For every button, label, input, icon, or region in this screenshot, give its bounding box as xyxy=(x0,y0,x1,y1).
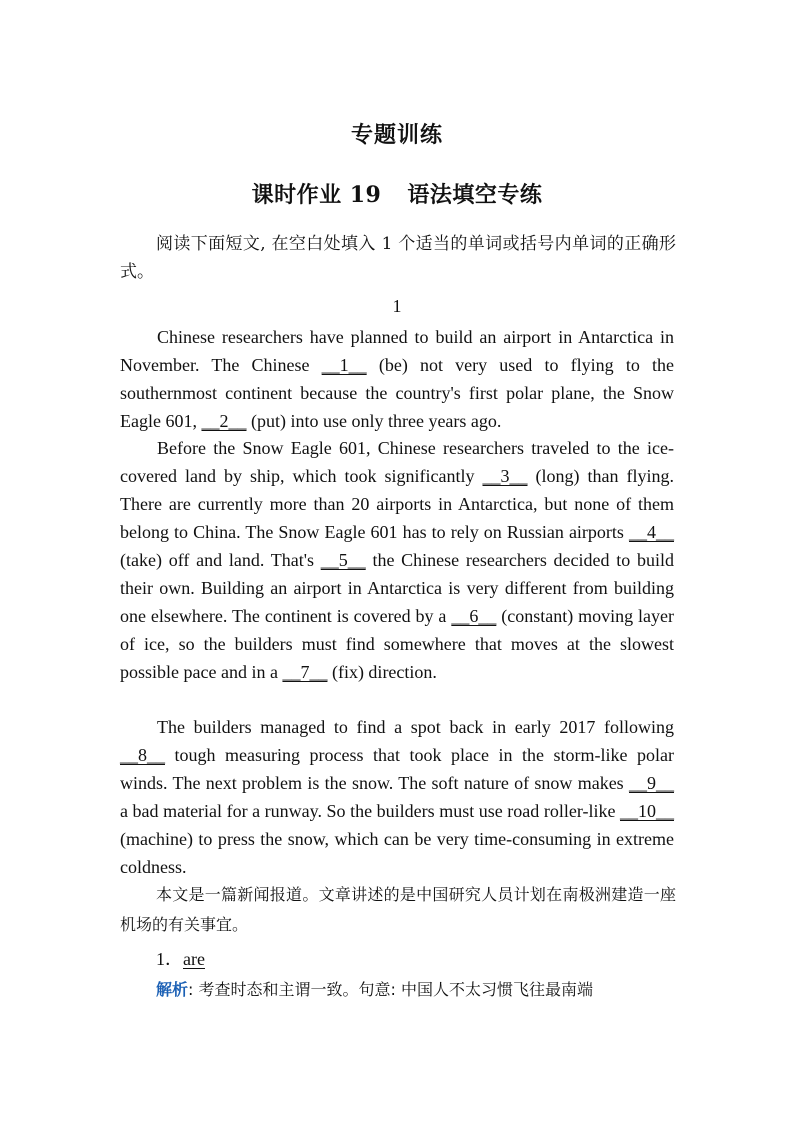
passage-text: Chinese researchers have planned to build an airport in Antarctica in November. The Chinese xyxy=(120,327,674,375)
answer-word: are xyxy=(183,949,205,969)
instruction-text: 阅读下面短文, 在空白处填入 1 个适当的单词或括号内单词的正确形式。 xyxy=(120,234,676,282)
passage-text: tough measuring process that took place in the storm-like polar winds. The next problem is the snow. The soft nature of snow makes xyxy=(120,745,674,793)
passage-text: (put) into use only three years ago. xyxy=(246,411,502,431)
passage-text: (constant) moving layer of ice, so the builders must find somewhere that moves at the slowest possible pace and in a xyxy=(120,606,675,682)
passage-paragraph-2 xyxy=(120,434,674,686)
lesson-title xyxy=(0,178,794,209)
passage-text: (take) off and land. That's xyxy=(120,550,321,570)
answer-number: 1． xyxy=(156,949,183,969)
explanation-text: : 考查时态和主谓一致。句意: 中国人不太习惯飞往最南端 xyxy=(188,980,593,999)
explanation-label: 解析 xyxy=(156,980,189,999)
section-title: 专题训练 xyxy=(350,122,443,148)
blank-slot: __4__ xyxy=(629,522,674,542)
passage-text: the Chinese researchers decided to build their own. Building an airport in Antarctica is very different from building one elsewhere. The continent is covered by a xyxy=(120,550,674,626)
passage-paragraph-1 xyxy=(120,323,674,435)
lesson-title-main: 课时作业 19 xyxy=(251,182,382,208)
blank-slot: __3__ xyxy=(482,466,528,486)
blank-slot: __6__ xyxy=(451,606,497,626)
blank-slot: __5__ xyxy=(320,550,366,570)
explanation-line xyxy=(120,975,676,1005)
blank-slot: __9__ xyxy=(629,773,674,793)
summary-note: 本文是一篇新闻报道。文章讲述的是中国研究人员计划在南极洲建造一座机场的有关事宜。 xyxy=(120,885,676,934)
blank-slot: __2__ xyxy=(201,411,247,431)
passage-text: (long) than flying. There are currently more than 20 airports in Antarctica, but none of them belong to China. The Snow Eagle 601 has to rely on Russian airports xyxy=(120,466,674,542)
passage-text: (machine) to press the snow, which can be very time-consuming in extreme coldness. xyxy=(120,829,674,877)
passage-number: 1 xyxy=(392,296,402,316)
lesson-title-topic: 语法填空专练 xyxy=(407,182,543,208)
passage-text: (be) not very used to flying to the southernmost continent because the country's first polar plane, the Snow Eagle 601, xyxy=(120,355,674,431)
blank-slot: __7__ xyxy=(282,662,328,682)
passage-paragraph-3 xyxy=(120,713,674,881)
passage-text: a bad material for a runway. So the builders must use road roller-like xyxy=(120,801,620,821)
blank-slot: __1__ xyxy=(321,355,367,375)
blank-slot: __10__ xyxy=(620,801,674,821)
passage-text: The builders managed to find a spot back in early 2017 following xyxy=(157,717,674,737)
passage-text: Before the Snow Eagle 601, Chinese researchers traveled to the ice-covered land by ship, which took significantly xyxy=(120,438,674,486)
blank-slot: __8__ xyxy=(120,745,165,765)
passage-text: (fix) direction. xyxy=(327,662,437,682)
answer-line xyxy=(156,945,205,973)
